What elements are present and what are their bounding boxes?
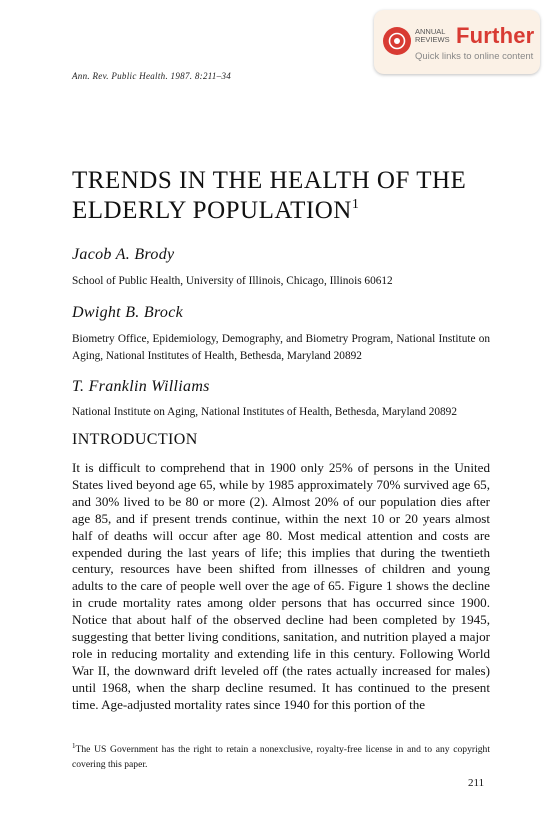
author-name-3: T. Franklin Williams (72, 378, 210, 395)
article-title (72, 166, 492, 226)
title-footnote-mark: 1 (351, 197, 360, 212)
section-heading: INTRODUCTION (72, 431, 198, 448)
annual-reviews-label: ANNUAL REVIEWS (415, 27, 450, 44)
footnote (72, 742, 490, 772)
footnote-text: The US Government has the right to retain a nonexclusive, royalty-free license in and to any copyright covering this paper. (72, 744, 490, 770)
further-reading-badge[interactable] (374, 10, 540, 74)
author-name-2: Dwight B. Brock (72, 304, 183, 321)
title-line-1: TRENDS IN THE HEALTH OF THE (72, 167, 467, 194)
title-line-2: ELDERLY POPULATION (72, 197, 352, 224)
body-paragraph: It is difficult to comprehend that in 1900 only 25% of persons in the United States lived beyond age 65, while by 1985 approximately 70% survived age 65, and 30% lived to be 80 or more (2). Almost 20% of our population dies after age 85, and if present trends continue, within the next 10 or 20 years almost half of deaths will occur after age 80. Most medical attention and costs are expended during the last years of life; this implies that during the twentieth century, resources have been shifted from illnesses of children and young adults to the care of people well over the age of 65. Figure 1 shows the decline in crude mortality rates among older persons that has occurred since 1900. Notice that about half of the observed decline had been completed by 1945, suggesting that better living conditions, sanitation, and nutrition played a major role in reducing mortality and extending life in this century. Following World War II, the downward drift leveled off (the rates actually increased for males) until 1968, when the sharp decline resumed. It has continued to the present time. Age-adjusted mortality rates since 1940 for this portion of the (72, 460, 490, 712)
annual-reviews-logo-icon (383, 27, 411, 55)
page-number: 211 (468, 777, 485, 789)
author-affiliation-3: National Institute on Aging, National Institutes of Health, Bethesda, Maryland 20892 (72, 406, 457, 418)
author-affiliation-1: School of Public Health, University of Illinois, Chicago, Illinois 60612 (72, 275, 393, 287)
author-name-1: Jacob A. Brody (72, 246, 175, 263)
journal-citation: Ann. Rev. Public Health. 1987. 8:211–34 (72, 71, 232, 81)
further-label: Further (456, 23, 535, 48)
quick-links-label: Quick links to online content (415, 51, 534, 62)
author-affiliation-2: Biometry Office, Epidemiology, Demography, and Biometry Program, National Institute on Aging, National Institutes of Health, Bethesda, Maryland 20892 (72, 333, 490, 362)
footnote-mark: 1 (72, 742, 76, 750)
